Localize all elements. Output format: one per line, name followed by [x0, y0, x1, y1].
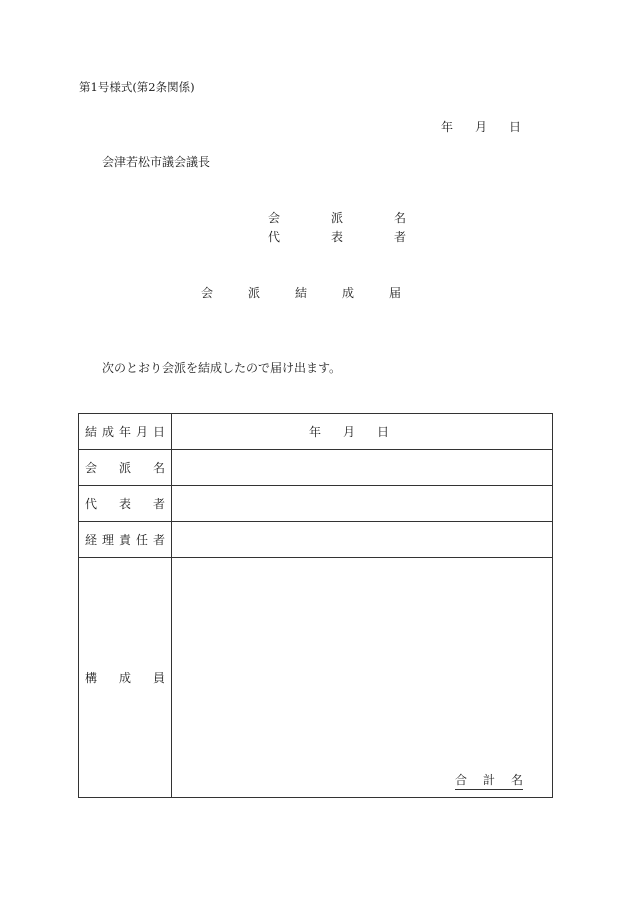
label-char: 派 [118, 461, 131, 475]
sender-char: 派 [330, 211, 343, 225]
faction-name-label [79, 459, 171, 476]
addressee: 会津若松市議会議長 [102, 155, 211, 169]
sender-representative [268, 230, 406, 249]
members-field[interactable] [172, 558, 553, 798]
member-total-label [455, 771, 523, 790]
label-char: 日 [152, 425, 165, 439]
label-char: 名 [152, 461, 165, 475]
date-month-char: 月 [342, 425, 355, 439]
submission-date [441, 120, 521, 134]
total-char: 名 [510, 773, 523, 787]
label-char: 会 [85, 461, 98, 475]
document-title [201, 286, 401, 300]
label-char: 代 [85, 497, 98, 511]
label-char: 年 [118, 425, 131, 439]
label-char: 成 [101, 425, 114, 439]
date-year-char: 年 [309, 425, 322, 439]
sender-char: 名 [393, 211, 406, 225]
sender-char: 会 [268, 211, 281, 225]
sender-char: 代 [268, 230, 281, 244]
label-char: 責 [118, 533, 131, 547]
label-char: 者 [152, 497, 165, 511]
accounting-officer-field[interactable] [172, 522, 553, 558]
sender-faction-name [268, 211, 406, 230]
sender-char: 者 [393, 230, 406, 244]
label-char: 員 [152, 671, 165, 685]
faction-name-label-cell [79, 450, 172, 486]
sender-char: 表 [330, 230, 343, 244]
total-char: 合 [455, 773, 468, 787]
title-char: 成 [341, 286, 354, 300]
representative-label [79, 495, 171, 512]
title-char: 結 [294, 286, 307, 300]
date-day-char: 日 [376, 425, 389, 439]
formation-date-placeholder [309, 423, 389, 440]
body-text: 次のとおり会派を結成したので届け出ます。 [102, 361, 342, 375]
label-char: 構 [85, 671, 98, 685]
table-row [79, 450, 553, 486]
table-row [79, 558, 553, 798]
formation-date-field[interactable] [172, 414, 553, 450]
label-char: 経 [85, 533, 98, 547]
form-number-label: 第1号様式(第2条関係) [79, 80, 195, 94]
table-row [79, 522, 553, 558]
table-row [79, 414, 553, 450]
date-day-char: 日 [508, 120, 521, 134]
title-char: 派 [247, 286, 260, 300]
representative-label-cell [79, 486, 172, 522]
total-char: 計 [482, 773, 495, 787]
label-char: 任 [135, 533, 148, 547]
faction-name-field[interactable] [172, 450, 553, 486]
label-char: 結 [85, 425, 98, 439]
date-year-char: 年 [441, 120, 454, 134]
label-char: 表 [118, 497, 131, 511]
members-label-cell [79, 558, 172, 798]
representative-field[interactable] [172, 486, 553, 522]
label-char: 月 [135, 425, 148, 439]
label-char: 理 [101, 533, 114, 547]
sender-block [268, 211, 406, 249]
label-char: 成 [118, 671, 131, 685]
members-label [79, 669, 171, 686]
title-char: 届 [388, 286, 401, 300]
date-month-char: 月 [474, 120, 487, 134]
accounting-officer-label-cell [79, 522, 172, 558]
title-char: 会 [201, 286, 214, 300]
formation-date-label [79, 423, 171, 440]
table-row [79, 486, 553, 522]
faction-form-table [78, 413, 553, 798]
accounting-officer-label [79, 531, 171, 548]
label-char: 者 [152, 533, 165, 547]
formation-date-label-cell [79, 414, 172, 450]
